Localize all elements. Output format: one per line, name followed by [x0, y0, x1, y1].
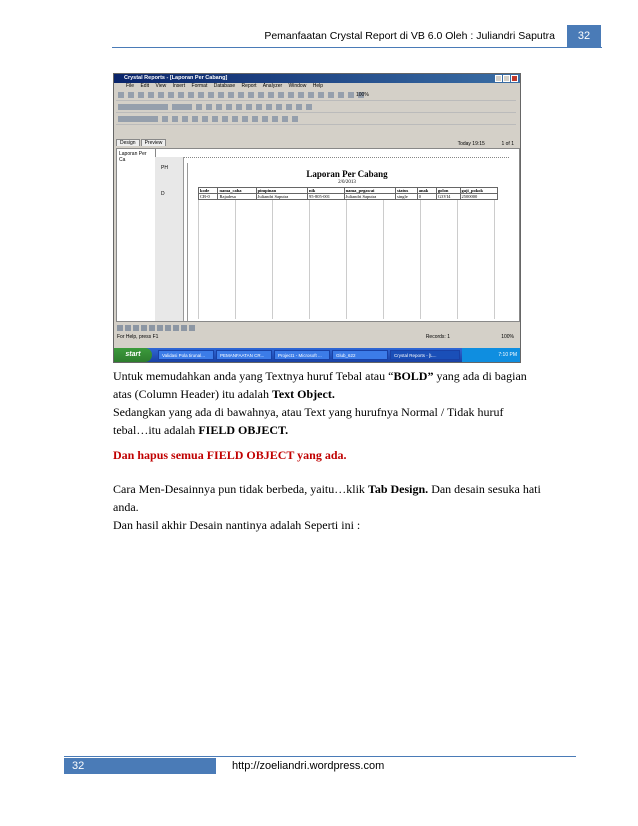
format-toolbar: [116, 103, 516, 113]
view-tabs: [116, 140, 167, 147]
menu-analyzer: Analyzer: [262, 83, 283, 89]
zoom-select: 100%: [356, 92, 369, 98]
task-4: Glub_622: [332, 350, 388, 360]
menu-insert: Insert: [172, 83, 186, 89]
menu-edit: Edit: [140, 83, 150, 89]
cell-nama-caba: Rajadesa: [218, 194, 256, 200]
windows-taskbar: [114, 348, 520, 362]
page-header-title: Pemanfaatan Crystal Report di VB 6.0 Oleh : Juliandri Saputra: [264, 30, 555, 42]
menu-file: File: [126, 83, 135, 89]
menu-view: View: [155, 83, 167, 89]
col-nik: nik: [308, 188, 345, 194]
p1-line2-bold: Text Object.: [271, 387, 335, 401]
paragraph-3: [113, 480, 568, 534]
paragraph-1: [113, 367, 568, 403]
cell-anak: 0: [417, 194, 436, 200]
menu-window: Window: [288, 83, 307, 89]
p2-line2-bold: FIELD OBJECT.: [198, 423, 289, 437]
close-icon: [511, 75, 518, 82]
tab-design: Design: [116, 139, 140, 146]
window-controls: [495, 75, 518, 82]
header-divider: [112, 47, 602, 48]
menu-database: Database: [213, 83, 236, 89]
status-records: Records: 1: [425, 334, 450, 340]
task-5: Crystal Reports - [L...: [390, 350, 460, 360]
section-column: [155, 157, 184, 321]
menu-report: Report: [241, 83, 257, 89]
standard-toolbar: [116, 91, 516, 101]
footer-divider: [64, 756, 576, 757]
menu-help: Help: [312, 83, 324, 89]
col-nama-caba: nama_caba: [218, 188, 256, 194]
footer-page-number: 32: [64, 758, 216, 774]
start-button: start: [114, 348, 152, 362]
minimize-icon: [495, 75, 502, 82]
expert-toolbar: [116, 115, 516, 125]
cell-pimpinan: Juliandri Saputra: [256, 194, 307, 200]
report-subtitle: 2/0/2013: [338, 180, 356, 185]
bottom-toolbar: [116, 324, 196, 332]
cell-gaji-pokok: 2500000: [460, 194, 497, 200]
p1-line2-text: atas (Column Header) itu adalah: [113, 387, 272, 401]
p1-text-b: yang ada di bagian: [433, 369, 527, 383]
today-time: Today 19:15: [457, 141, 485, 147]
page-of-pages: 1 of 1: [501, 141, 514, 147]
p3-bold: Tab Design.: [367, 482, 429, 496]
red-instruction: Dan hapus semua FIELD OBJECT yang ada.: [113, 448, 347, 462]
maximize-icon: [503, 75, 510, 82]
cell-golon: G3VI4: [436, 194, 460, 200]
window-titlebar: [114, 74, 520, 83]
tree-item: Laporan Per Ca: [119, 151, 147, 163]
column-grid: [198, 199, 498, 319]
col-pimpinan: pimpinan: [256, 188, 307, 194]
section-ph: PH: [161, 165, 168, 171]
window-title: Crystal Reports - [Laporan Per Cabang]: [124, 75, 228, 81]
p2-line2-text: tebal…itu adalah: [113, 423, 199, 437]
menu-bar: [114, 83, 520, 90]
report-data-row: [199, 194, 498, 200]
section-d: D: [161, 191, 165, 197]
report-table: [198, 187, 498, 200]
page-header-number: 32: [567, 25, 601, 47]
col-nama-pegawai: nama_pegawai: [344, 188, 395, 194]
task-2: PEMANFAATAN CR...: [216, 350, 272, 360]
p1-bold: BOLD”: [393, 369, 434, 383]
task-1: Validasi Pola tirunal...: [158, 350, 214, 360]
paragraph-2: [113, 403, 568, 439]
cell-nik: 95-805-001: [308, 194, 345, 200]
report-title: Laporan Per Cabang: [306, 169, 388, 179]
report-page: [187, 163, 506, 321]
cell-status: single: [395, 194, 417, 200]
col-kode: kode: [199, 188, 218, 194]
p4-text: Dan hasil akhir Desain nantinya adalah Seperti ini :: [113, 518, 361, 532]
p1-text-a: Untuk memudahkan anda yang Textnya huruf Tebal atau “: [113, 369, 394, 383]
cell-kode: CB-0: [199, 194, 218, 200]
status-zoom: 100%: [501, 334, 514, 340]
report-workarea: [116, 148, 520, 322]
cell-nama-pegawai: Juliandri Saputra: [344, 194, 395, 200]
footer-url: http://zoeliandri.wordpress.com: [232, 760, 385, 772]
group-tree: [117, 149, 156, 321]
p3-text-a: Cara Men-Desainnya pun tidak berbeda, yaitu…klik: [113, 482, 368, 496]
col-anak: anak: [417, 188, 436, 194]
status-bar: [114, 334, 520, 341]
ruler: [159, 151, 509, 158]
system-tray-clock: 7:10 PM: [462, 348, 520, 362]
task-3: Project1 - Microsoft ...: [274, 350, 330, 360]
p2-line1: Sedangkan yang ada di bawahnya, atau Text yang hurufnya Normal / Tidak huruf: [113, 405, 504, 419]
col-golon: golon: [436, 188, 460, 194]
preview-status: [458, 141, 514, 147]
menu-format: Format: [191, 83, 208, 89]
col-gaji-pokok: gaji_pokok: [460, 188, 497, 194]
crystal-reports-screenshot: [113, 73, 521, 363]
status-help: For Help, press F1: [117, 334, 159, 340]
col-status: status: [395, 188, 417, 194]
tab-preview: Preview: [141, 139, 167, 146]
p3-text-b: Dan desain sesuka hati: [428, 482, 541, 496]
p3-line2: anda.: [113, 500, 139, 514]
